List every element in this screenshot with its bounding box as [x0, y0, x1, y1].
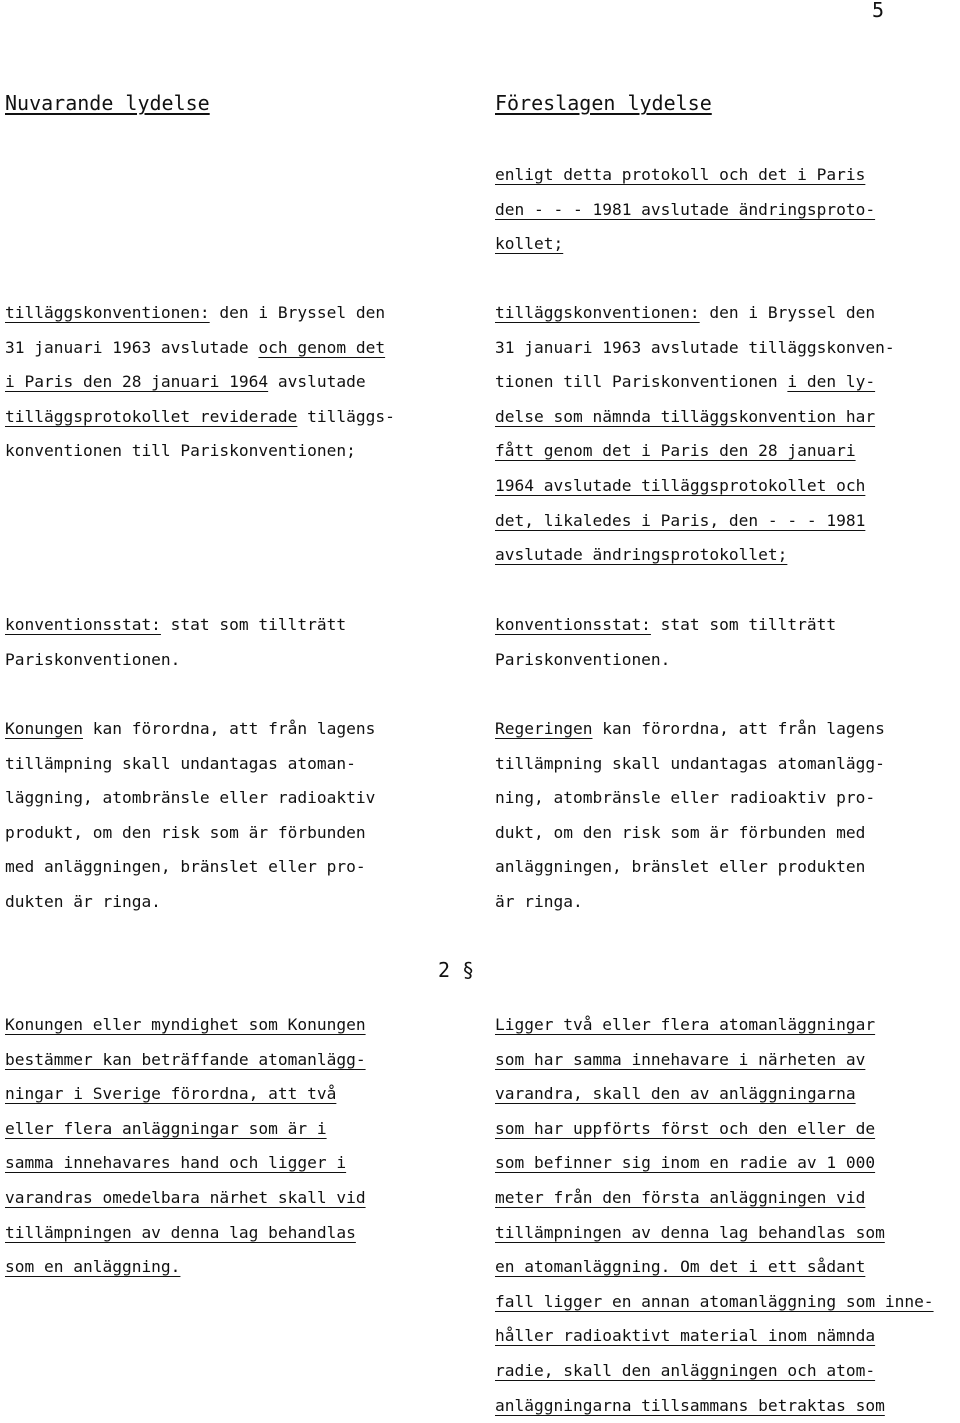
text-line: [5, 296, 455, 331]
page-number: 5: [872, 0, 885, 22]
text-line: [495, 365, 955, 400]
underlined-text: som har uppförts först och den eller de: [495, 1118, 876, 1138]
underlined-text: meter från den första anläggningen vid: [495, 1187, 866, 1207]
text-line: [495, 1146, 955, 1181]
text-line: [495, 712, 955, 747]
underlined-text: eller flera anläggningar som är i: [5, 1118, 327, 1138]
text-line: [495, 1181, 955, 1216]
text-line: [495, 1112, 955, 1147]
text-line: [495, 504, 955, 539]
text-line: [495, 469, 955, 504]
text-line: [495, 296, 955, 331]
text-line: [495, 1389, 955, 1423]
text-segment: dukt, om den risk som är förbunden med: [495, 822, 866, 842]
underlined-text: varandras omedelbara närhet skall vid: [5, 1187, 366, 1207]
section-marker: 2 §: [438, 958, 475, 982]
text-line: [5, 781, 455, 816]
right-column-header: Föreslagen lydelse: [495, 91, 712, 115]
text-line: [495, 1216, 955, 1251]
text-line: [5, 1077, 455, 1112]
text-segment: anläggningen, bränslet eller produkten: [495, 857, 866, 877]
text-line: [495, 643, 955, 678]
text-line: [5, 1181, 455, 1216]
underlined-text: i den ly-: [787, 372, 876, 392]
underlined-text: i Paris den 28 januari 1964: [5, 372, 269, 392]
right-intro-text: [495, 158, 955, 262]
text-segment: kan förordna, att från lagens: [82, 719, 376, 738]
text-line: [5, 1146, 455, 1181]
text-segment: tillämpning skall undantagas atoman-: [5, 753, 356, 773]
text-line: [5, 1043, 455, 1078]
text-line: [495, 1285, 955, 1320]
underlined-text: fall ligger en annan atomanläggning som inne-: [495, 1291, 934, 1311]
text-line: [495, 747, 955, 782]
underlined-text: Regeringen: [495, 719, 593, 738]
left-definition-tillaggskonventionen: [5, 296, 455, 469]
text-segment: tilläggs-: [297, 406, 395, 426]
text-segment: Pariskonventionen.: [495, 649, 671, 669]
underlined-text: delse som nämnda tilläggskonvention har: [495, 406, 876, 426]
text-line: [495, 158, 955, 193]
text-line: [5, 1008, 455, 1043]
underlined-text: radie, skall den anläggningen och atom-: [495, 1360, 876, 1380]
right-paragraph-multiple-installations: [495, 1008, 955, 1423]
underlined-text: det, likaledes i Paris, den - - - 1981: [495, 510, 866, 530]
underlined-text: varandra, skall den av anläggningarna: [495, 1084, 856, 1104]
text-line: [495, 538, 955, 573]
underlined-text: tillämpningen av denna lag behandlas som: [495, 1222, 885, 1242]
text-line: [495, 850, 955, 885]
text-line: [5, 331, 455, 366]
text-line: [5, 1216, 455, 1251]
text-segment: 31 januari 1963 avslutade: [5, 337, 259, 357]
text-segment: är ringa.: [495, 891, 583, 911]
text-line: [495, 1043, 955, 1078]
text-line: [5, 365, 455, 400]
underlined-text: tilläggskonventionen:: [495, 303, 700, 322]
underlined-text: konventionsstat:: [5, 615, 161, 634]
underlined-text: en atomanläggning. Om det i ett sådant: [495, 1257, 866, 1277]
right-paragraph-exemption: [495, 712, 955, 920]
text-segment: med anläggningen, bränslet eller pro-: [5, 857, 366, 877]
text-segment: läggning, atombränsle eller radioaktiv: [5, 788, 376, 808]
underlined-text: kollet;: [495, 234, 564, 254]
text-line: [495, 1250, 955, 1285]
text-segment: dukten är ringa.: [5, 891, 161, 911]
underlined-text: som befinner sig inom en radie av 1 000: [495, 1153, 876, 1173]
underlined-text: bestämmer kan beträffande atomanlägg-: [5, 1049, 366, 1069]
text-segment: kan förordna, att från lagens: [592, 719, 885, 738]
text-line: [495, 781, 955, 816]
text-line: [5, 400, 455, 435]
text-line: [5, 712, 455, 747]
text-line: [495, 331, 955, 366]
text-line: [5, 608, 455, 643]
underlined-text: samma innehavares hand och ligger i: [5, 1153, 347, 1173]
left-paragraph-multiple-installations: [5, 1008, 455, 1285]
text-line: [5, 1112, 455, 1147]
text-segment: stat som tillträtt: [650, 615, 837, 634]
right-definition-tillaggskonventionen: [495, 296, 955, 573]
underlined-text: Ligger två eller flera atomanläggningar: [495, 1015, 876, 1034]
text-segment: ning, atombränsle eller radioaktiv pro-: [495, 788, 876, 808]
underlined-text: fått genom det i Paris den 28 januari: [495, 441, 856, 461]
text-segment: 31 januari 1963 avslutade tilläggskonven-: [495, 337, 895, 357]
text-line: [495, 434, 955, 469]
text-line: [495, 400, 955, 435]
underlined-text: anläggningarna tillsammans betraktas som: [495, 1395, 885, 1415]
underlined-text: tillämpningen av denna lag behandlas: [5, 1222, 356, 1242]
underlined-text: och genom det: [258, 337, 386, 357]
underlined-text: Konungen: [5, 719, 83, 738]
text-line: [5, 816, 455, 851]
left-definition-konventionsstat: [5, 608, 455, 677]
underlined-text: som har samma innehavare i närheten av: [495, 1049, 866, 1069]
underlined-text: som en anläggning.: [5, 1257, 181, 1277]
text-segment: konventionen till Pariskonventionen;: [5, 441, 356, 461]
text-line: [5, 1250, 455, 1285]
text-line: [495, 1077, 955, 1112]
text-line: [495, 885, 955, 920]
text-line: [495, 1354, 955, 1389]
text-line: [495, 1008, 955, 1043]
text-segment: produkt, om den risk som är förbunden: [5, 822, 366, 842]
text-line: [5, 434, 455, 469]
text-segment: avslutade: [268, 372, 366, 392]
right-definition-konventionsstat: [495, 608, 955, 677]
underlined-text: avslutade ändringsprotokollet;: [495, 545, 788, 565]
underlined-text: Konungen eller myndighet som Konungen: [5, 1015, 366, 1034]
underlined-text: konventionsstat:: [495, 615, 651, 634]
text-line: [5, 747, 455, 782]
text-line: [5, 643, 455, 678]
underlined-text: enligt detta protokoll och det i Paris: [495, 165, 866, 184]
underlined-text: tilläggsprotokollet reviderade: [5, 406, 298, 426]
text-segment: den i Bryssel den: [699, 303, 876, 322]
text-segment: Pariskonventionen.: [5, 649, 181, 669]
underlined-text: håller radioaktivt material inom nämnda: [495, 1326, 876, 1346]
text-line: [495, 193, 955, 228]
underlined-text: 1964 avslutade tilläggsprotokollet och: [495, 475, 866, 495]
left-column-header: Nuvarande lydelse: [5, 91, 210, 115]
text-segment: tionen till Pariskonventionen: [495, 372, 788, 392]
text-segment: den i Bryssel den: [209, 303, 386, 322]
underlined-text: tilläggskonventionen:: [5, 303, 210, 322]
text-line: [5, 885, 455, 920]
underlined-text: ningar i Sverige förordna, att två: [5, 1084, 337, 1104]
text-line: [495, 1319, 955, 1354]
text-segment: stat som tillträtt: [160, 615, 347, 634]
text-line: [5, 850, 455, 885]
text-segment: tillämpning skall undantagas atomanlägg-: [495, 753, 885, 773]
text-line: [495, 608, 955, 643]
text-line: [495, 816, 955, 851]
left-paragraph-exemption: [5, 712, 455, 920]
text-line: [495, 227, 955, 262]
underlined-text: den - - - 1981 avslutade ändringsproto-: [495, 199, 876, 219]
